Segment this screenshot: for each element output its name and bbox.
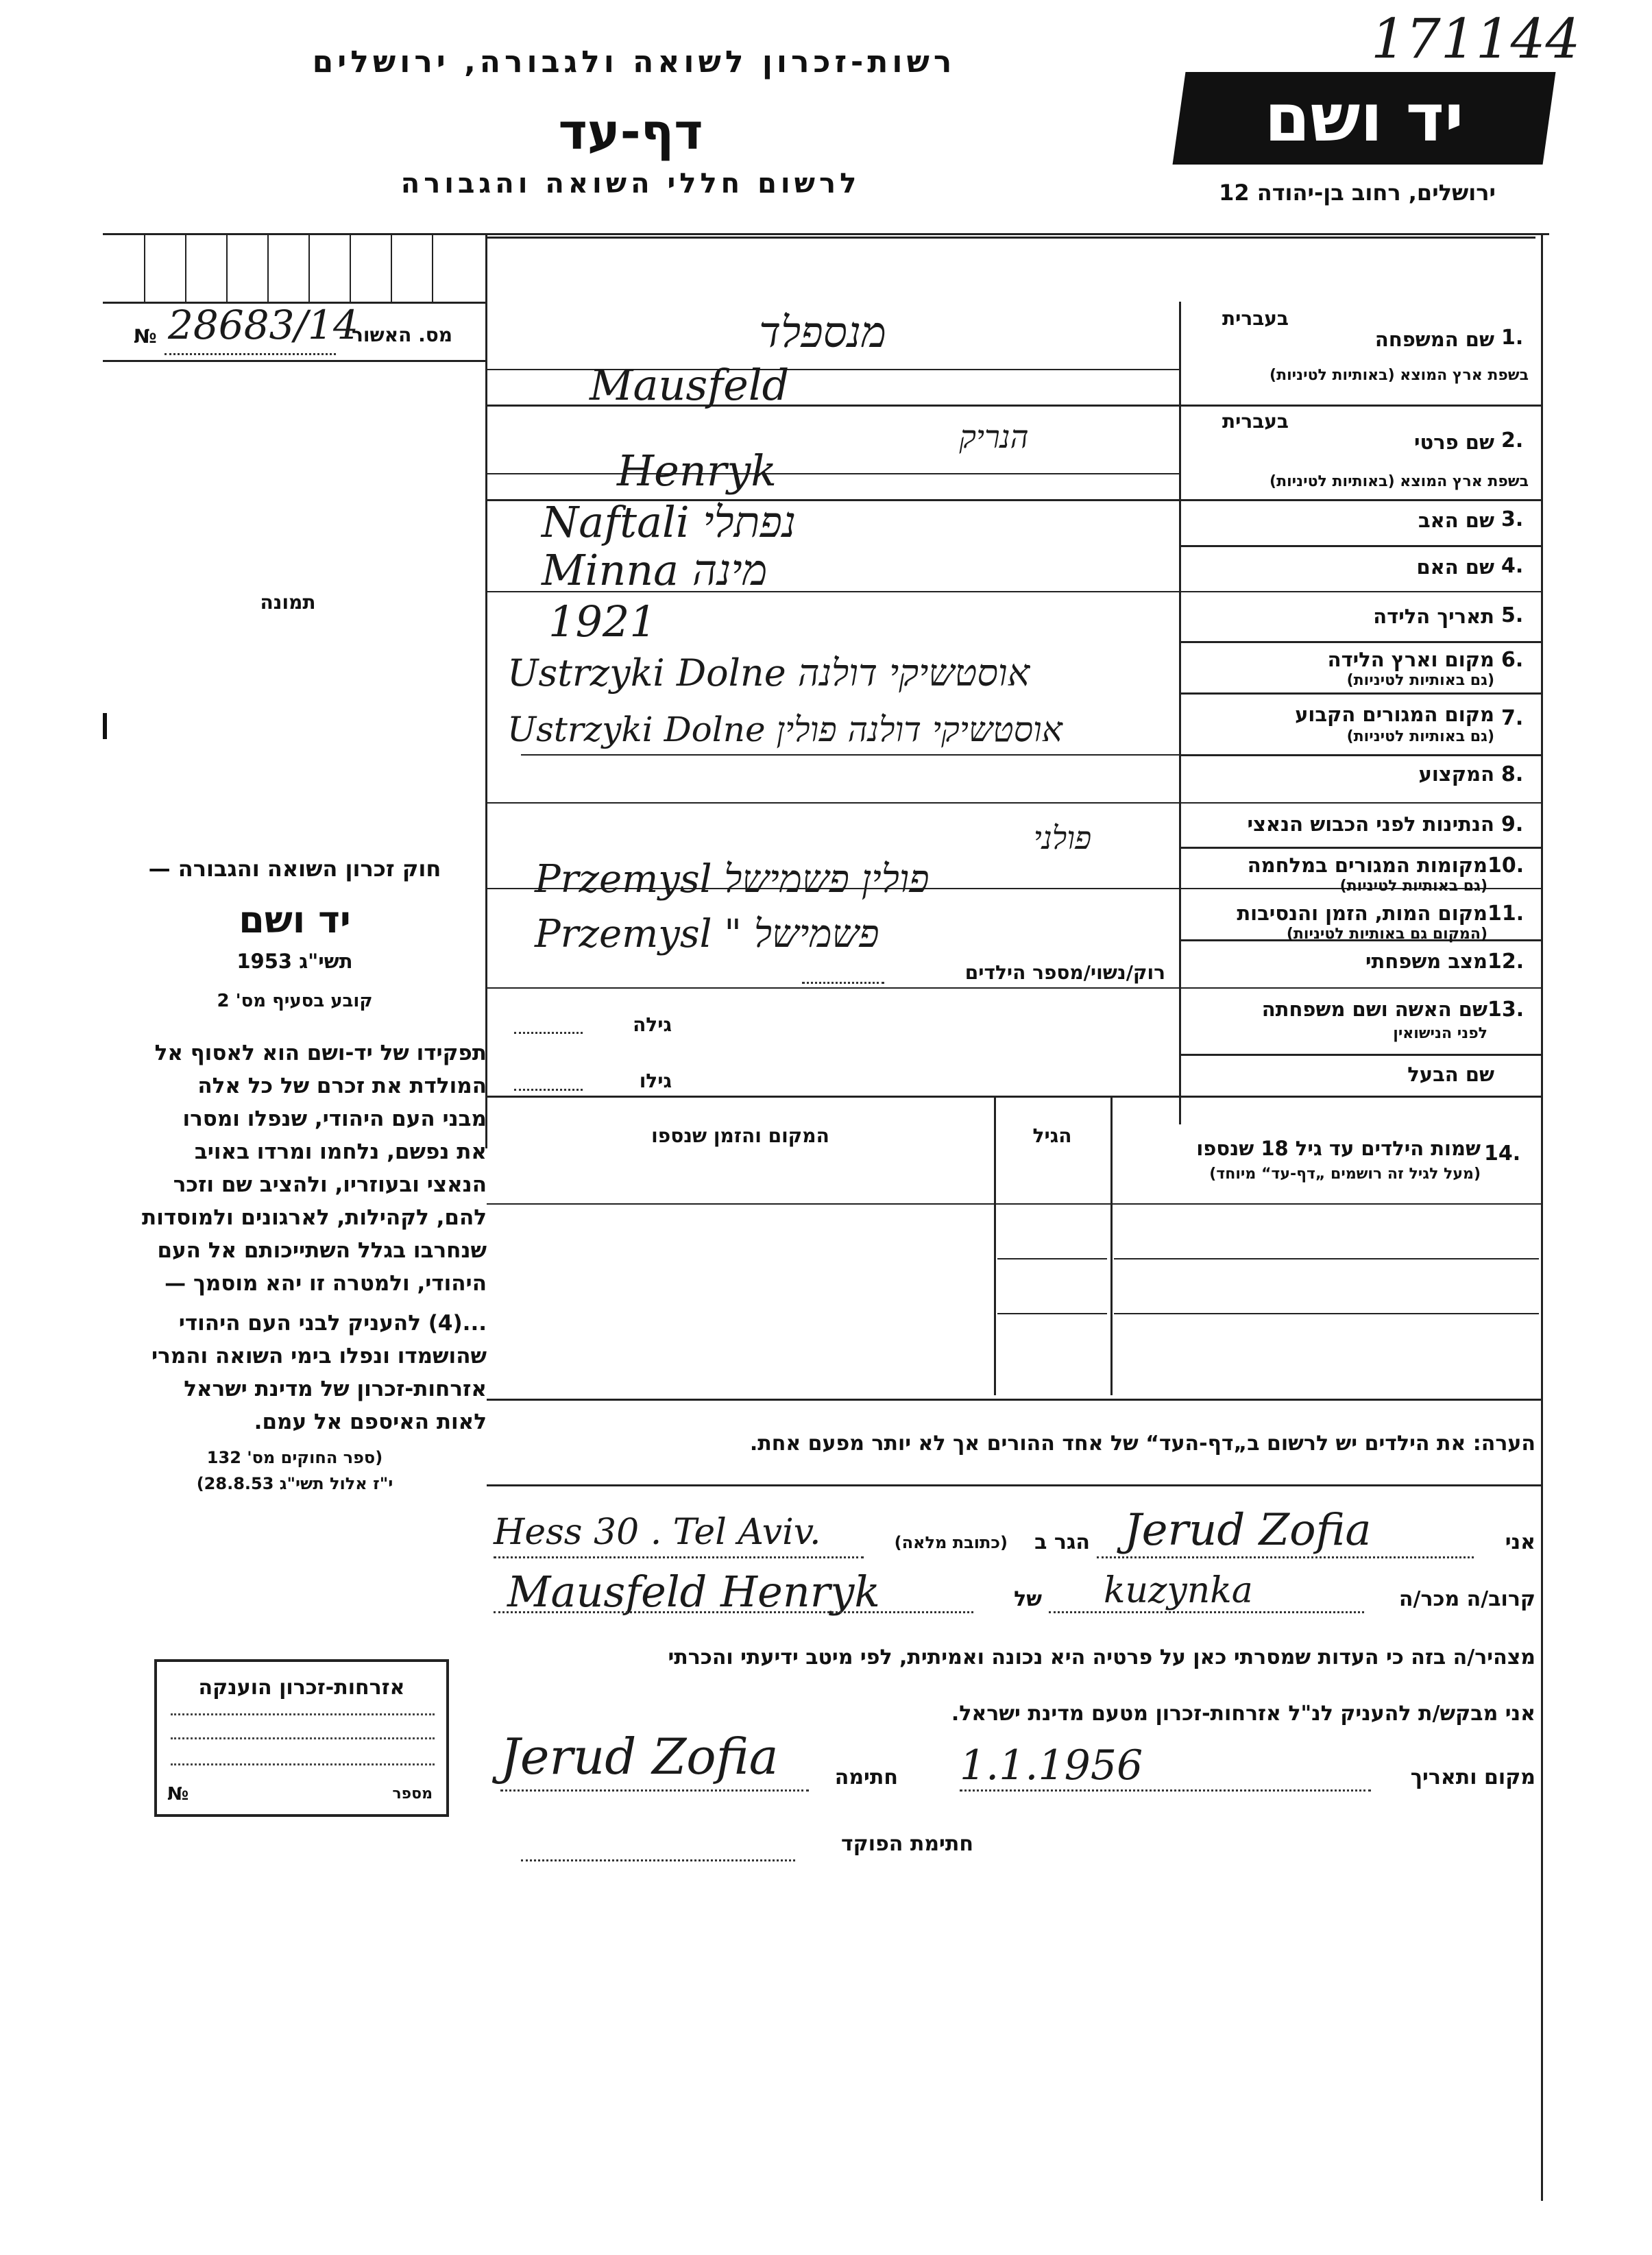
field-9-value: פולני [1033, 819, 1092, 856]
children-age-header: הגיל [1032, 1124, 1072, 1147]
field-2-hebrew-value: הנריק [959, 418, 1029, 455]
children-label: שמות הילדים עד גיל 18 שנספו [1196, 1137, 1481, 1160]
law-line-4: את נפשם, נלחמו ומרדו באויב [194, 1139, 487, 1164]
children-sub: (מעל לגיל זה רושמים „דף-עד“ מיוחד) [1209, 1166, 1481, 1183]
field-13-number: 13. [1487, 998, 1525, 1022]
registration-number: 28683/14 [168, 302, 359, 348]
children-place-header: המקום והזמן שנספו [651, 1124, 829, 1147]
relation-value: kuzynka [1104, 1570, 1253, 1611]
field-7-number: 7. [1501, 706, 1524, 730]
field-2-sub: בשפת ארץ המוצא (באותיות לטיניות) [1270, 473, 1529, 490]
field-11-number: 11. [1487, 902, 1525, 926]
field-7-label: מקום המגורים הקבוע [1295, 703, 1494, 726]
signature-label: חתימה [834, 1765, 898, 1789]
field-1-hebrew-tag: בעברית [1222, 307, 1289, 330]
certificate-number-label: מספר [392, 1785, 433, 1802]
field-5-value: 1921 [548, 596, 657, 647]
law-source: (ספר החוקים מס' 132 [206, 1448, 383, 1467]
marital-children-label: רוק/נשוי/מספר הילדים [964, 961, 1165, 984]
registration-no-prefix: № [134, 325, 157, 348]
field-4-value: Minna מינה [542, 545, 768, 595]
field-12-label: מצב משפחתי [1365, 950, 1487, 973]
yad-vashem-logo [1173, 72, 1556, 165]
children-number: 14. [1484, 1142, 1521, 1166]
signature-value: Jerud Zofia [500, 1728, 779, 1785]
request: אני מבקש/ת להעניק לנ"ל אזרחות-זכרון מטעם מדינת ישראל. [951, 1702, 1535, 1726]
field-2-hebrew-tag: בעברית [1222, 410, 1289, 433]
field-6-value: Ustrzyki Dolne אוסטשיקי דולנה [507, 651, 1030, 695]
official-signature-label: חתימת הפוקד [841, 1832, 973, 1856]
of-label: של [1014, 1587, 1042, 1611]
field-11-value: Przemysl " פשמישל [535, 912, 879, 956]
field-3-number: 3. [1501, 507, 1524, 531]
declaration-ani: אני [1505, 1530, 1535, 1554]
law-line-8: היהודי, ולמטרה זו יהא מוסמך — [165, 1271, 487, 1296]
field-13-label: שם האשה ושם משפחתה [1261, 998, 1487, 1021]
place-date-label: מקום ותאריך [1410, 1765, 1535, 1789]
field-2-latin-value: Henryk [617, 446, 777, 496]
field-1-label: שם המשפחה [1374, 328, 1494, 351]
law-line-7: שנחרבו בגלל השתייכותם אל העם [157, 1238, 487, 1263]
form-title: דף-עד [558, 103, 703, 160]
field-9-number: 9. [1501, 812, 1524, 836]
law-clause: קובע בסעיף מס' 2 [217, 991, 373, 1011]
field-1-hebrew-value: מנספלד [759, 307, 886, 357]
archive-number: 171144 [1371, 7, 1581, 71]
field-4-number: 4. [1501, 554, 1524, 578]
law-title: חוק זכרון השואה והגבורה — [148, 856, 441, 882]
law-line-11: אזרחות-זכרון של מדינת ישראל [184, 1377, 487, 1401]
certificate-title: אזרחות-זכרון הוענקה [198, 1676, 405, 1700]
husband-age-label: גילו [639, 1070, 672, 1092]
relation-label: קרוב/ה מכר/ה [1398, 1587, 1535, 1611]
field-6-number: 6. [1501, 648, 1524, 672]
field-10-label: מקומות המגורים במלחמה [1247, 854, 1487, 877]
field-10-number: 10. [1487, 854, 1525, 878]
date-value: 1.1.1956 [960, 1741, 1143, 1789]
of-value: Mausfeld Henryk [507, 1567, 880, 1617]
law-line-3: מבני העם היהודי, שנפלו ומסרו [182, 1107, 487, 1131]
field-7-sub: (גם באותיות לטיניות) [1346, 728, 1494, 745]
margin-mark [103, 713, 107, 739]
law-line-9: ...(4) להעניק לבני העם היהודי [178, 1311, 487, 1336]
field-10-value: Przemysl פולין פשמישל [535, 857, 930, 902]
field-1-sub: בשפת ארץ המוצא (באותיות לטיניות) [1270, 367, 1529, 384]
field-10-sub: (גם באותיות לטיניות) [1339, 878, 1487, 895]
field-2-label: שם פרטי [1413, 431, 1494, 454]
certificate-box [154, 1659, 449, 1817]
field-11-sub: (המקום גם באותיות לטיניות) [1286, 926, 1487, 943]
field-4-label: שם האם [1416, 555, 1494, 579]
certificate-no-prefix: № [167, 1784, 189, 1805]
institution-name: רשות-זכרון לשואה ולגבורה, ירושלים [312, 45, 956, 80]
field-3-value: Naftali נפתלי [542, 497, 797, 547]
field-7-value: Ustrzyki Dolne אוסטשיקי דולנה פולין [507, 710, 1062, 749]
field-1-number: 1. [1501, 326, 1524, 350]
field-8-number: 8. [1501, 762, 1524, 786]
field-11-label: מקום המות, הזמן והנסיבות [1237, 902, 1487, 925]
registration-label: מס. האשור [352, 324, 452, 346]
address: ירושלים, רחוב בן-יהודה 12 [1219, 180, 1496, 206]
photo-label: תמונה [260, 591, 316, 614]
field-13-sub: לפני הנישואין [1393, 1025, 1487, 1042]
law-line-1: תפקידו של יד-ושם הוא לאסוף אל [154, 1041, 487, 1065]
wife-age-label: גילה [633, 1013, 672, 1036]
resides-at-label: הגר ב [1034, 1530, 1090, 1554]
field-5-label: תאריך הלידה [1373, 605, 1494, 628]
law-line-5: הנאצי ובעוזריו, ולהציב שם וזכר [173, 1172, 487, 1197]
field-9-label: הנתינות לפני הכבוש הנאצי [1247, 812, 1494, 836]
address-value: Hess 30 . Tel Aviv. [494, 1512, 821, 1553]
law-line-12: לאות האיספם אל עמם. [254, 1410, 487, 1434]
field-2-number: 2. [1501, 429, 1524, 453]
law-line-6: להם, לקהילות, לארגונים ולמוסדות [142, 1205, 487, 1230]
field-8-label: המקצוע [1418, 762, 1494, 786]
form-subtitle: לרשום חללי השואה והגבורה [400, 168, 861, 200]
law-line-10: שהושמדו ונפלו בימי השואה והמרי [151, 1344, 487, 1368]
law-line-2: המולדת את זכרם של כל אלה [197, 1074, 487, 1098]
statement: מצהיר/ה בזה כי העדות שמסרתי כאן על פרטיה היא נכונה ואמיתית, לפי מיטב ידיעתי והכרתי [668, 1645, 1535, 1669]
field-5-number: 5. [1501, 603, 1524, 627]
law-year: תשי"ג 1953 [236, 950, 353, 973]
witness-name: Jerud Zofia [1124, 1505, 1372, 1556]
law-date: י"ז אלול תשי"ג 28.8.53) [196, 1474, 393, 1493]
field-6-label: מקום וארץ הלידה [1327, 648, 1494, 671]
field-12-number: 12. [1487, 950, 1525, 974]
field-1-latin-value: Mausfeld [590, 360, 790, 410]
law-name: יד ושם [239, 898, 351, 941]
note: הערה: את הילדים יש לרשום ב„דף-העד“ של אחד ההורים אך לא יותר מפעם אחת. [749, 1432, 1535, 1456]
husband-name-label: שם הבעל [1407, 1063, 1494, 1086]
field-6-sub: (גם באותיות לטיניות) [1346, 672, 1494, 689]
logo-text: יד ושם [1264, 80, 1464, 156]
full-address-label: (כתובת מלאה) [894, 1533, 1008, 1552]
field-3-label: שם האב [1418, 509, 1494, 532]
